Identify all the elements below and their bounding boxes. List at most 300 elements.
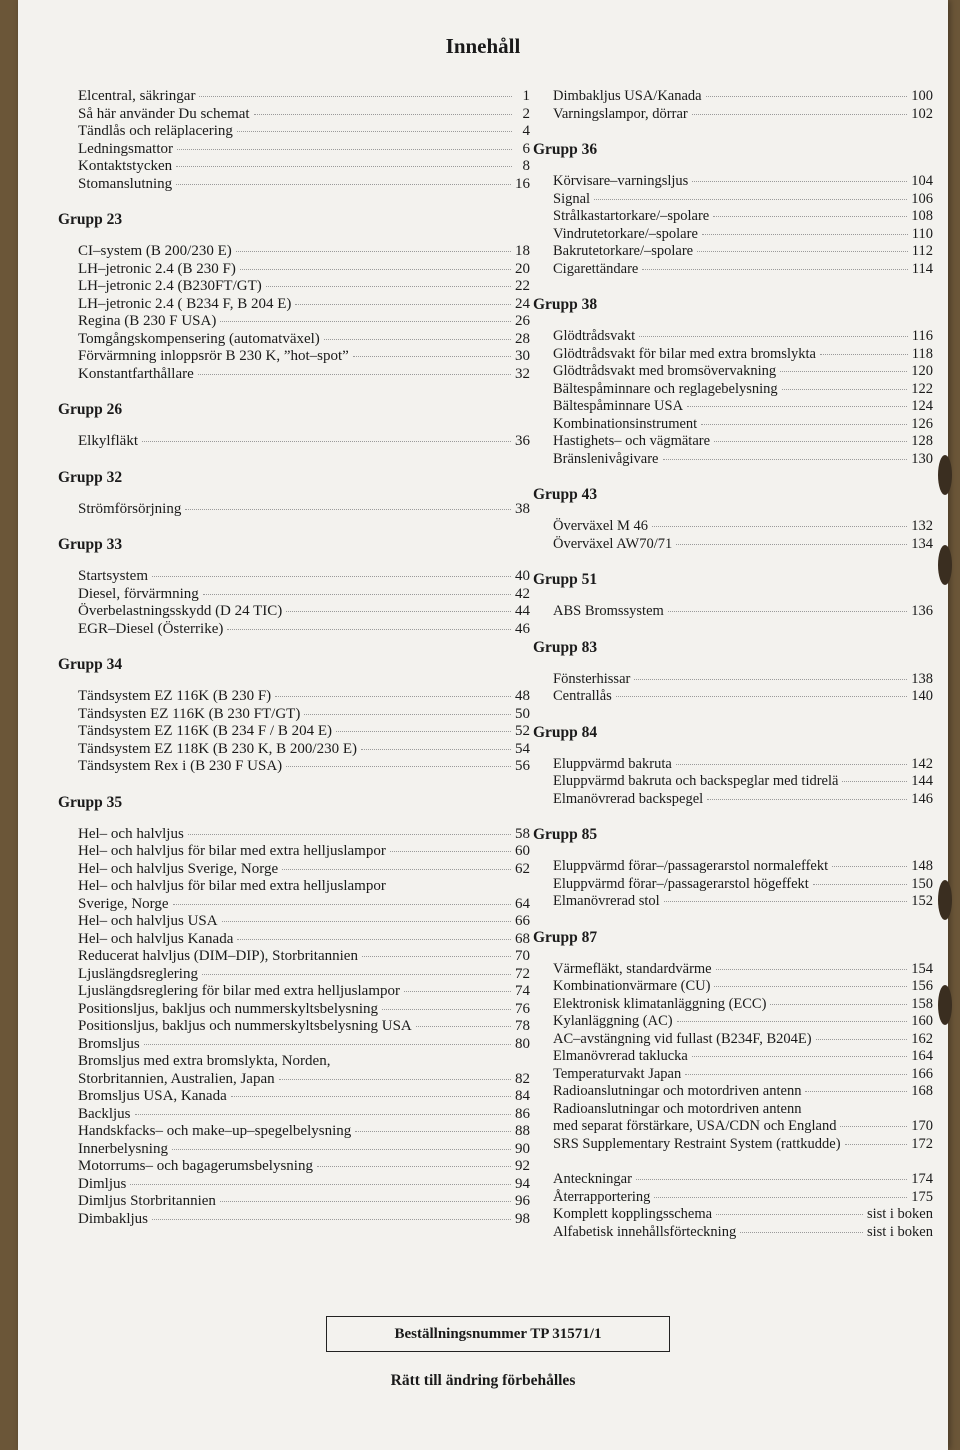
toc-page-number: 62 (515, 860, 530, 877)
toc-entry-label: AC–avstängning vid fullast (B234F, B204E) (553, 1030, 812, 1047)
toc-page-number: 30 (515, 348, 530, 364)
toc-entry-label: Överväxel AW70/71 (553, 535, 673, 552)
dot-leader (654, 1196, 907, 1198)
toc-page-number: 26 (515, 313, 530, 329)
toc-entry-label: Centrallås (553, 688, 612, 704)
toc-entry-label: Elcentral, säkringar (78, 88, 196, 104)
group-heading: Grupp 85 (533, 826, 598, 843)
toc-page-number: 118 (911, 345, 933, 362)
toc-entry (78, 878, 530, 896)
toc-entry-label: Överväxel M 46 (553, 518, 649, 534)
toc-entry (78, 948, 530, 966)
dot-leader (317, 1165, 511, 1167)
dot-leader (714, 985, 907, 987)
toc-page-number: 164 (911, 1048, 933, 1064)
toc-entry-label: Positionsljus, bakljus och nummerskyltsbelysning USA (78, 1018, 412, 1034)
toc-entry (78, 88, 530, 106)
toc-page-number: 42 (515, 585, 530, 602)
toc-section (533, 638, 933, 706)
toc-page-number: 162 (911, 1030, 933, 1047)
toc-page-number: 4 (522, 123, 530, 139)
toc-entry-label: Eluppvärmd bakruta och backspeglar med tidrelä (553, 773, 839, 789)
order-number: Beställningsnummer TP 31571/1 (394, 1325, 602, 1342)
toc-entry-label: Elkylfläkt (78, 433, 138, 449)
toc-entry (78, 278, 530, 296)
toc-entry (78, 586, 530, 604)
dot-leader (676, 543, 907, 545)
toc-entry (78, 123, 530, 141)
toc-entry (553, 433, 933, 451)
toc-entry (553, 1066, 933, 1084)
toc-section (553, 88, 933, 123)
footer-note: Rätt till ändring förbehålles (390, 1372, 576, 1389)
binder-hole (938, 545, 952, 585)
toc-page-number: 60 (515, 843, 530, 859)
toc-entry-label: Hel– och halvljus USA (78, 913, 218, 929)
toc-section (58, 401, 530, 451)
toc-entry-label: Tändsystem EZ 116K (B 230 F) (78, 688, 272, 704)
dot-leader (390, 850, 511, 852)
toc-entry (78, 896, 530, 914)
toc-entry (553, 363, 933, 381)
dot-leader (286, 610, 511, 612)
toc-page-number: 98 (515, 1210, 530, 1227)
toc-page-number: 78 (515, 1018, 530, 1034)
toc-entry (553, 1031, 933, 1049)
group-heading: Grupp 23 (58, 211, 123, 228)
toc-page-number: 158 (911, 995, 933, 1012)
toc-entry (553, 791, 933, 809)
toc-section (78, 88, 530, 193)
toc-entry (553, 208, 933, 226)
dot-leader (404, 990, 511, 992)
toc-entry (553, 173, 933, 191)
dot-leader (152, 575, 511, 577)
dot-leader (701, 423, 907, 425)
toc-entry-label: Bromsljus USA, Kanada (78, 1088, 227, 1104)
toc-entry (553, 398, 933, 416)
toc-page-number: 90 (515, 1140, 530, 1157)
toc-entry (78, 913, 530, 931)
dot-leader (416, 1025, 511, 1027)
toc-entry-label: Tändlås och reläplacering (78, 123, 233, 139)
toc-entry-label: Hel– och halvljus Kanada (78, 930, 234, 947)
toc-entry (78, 843, 530, 861)
toc-entry-label: Kylanläggning (AC) (553, 1013, 673, 1029)
toc-page-number: 174 (911, 1171, 933, 1187)
toc-page-number: 2 (522, 105, 530, 122)
toc-section (553, 1171, 933, 1241)
toc-page-number: 20 (515, 260, 530, 277)
toc-entry-label: Komplett kopplingsschema (553, 1206, 713, 1222)
dot-leader (227, 628, 511, 630)
toc-section (58, 656, 530, 776)
toc-entry (78, 1001, 530, 1019)
toc-entry-label: Dimbakljus (78, 1210, 148, 1227)
toc-page-number: 36 (515, 433, 530, 449)
toc-entry-label: Förvärmning inloppsrör B 230 K, ”hot–spot” (78, 348, 349, 364)
dot-leader (845, 1143, 908, 1145)
toc-entry (553, 1224, 933, 1242)
toc-entry (78, 1053, 530, 1071)
toc-entry-label: Bromsljus med extra bromslykta, Norden, (78, 1053, 331, 1069)
toc-page-number: 144 (911, 773, 933, 789)
toc-entry (78, 501, 530, 519)
toc-section (533, 141, 933, 278)
dot-leader (663, 458, 908, 460)
group-heading: Grupp 43 (533, 486, 598, 503)
toc-entry (553, 536, 933, 554)
toc-entry-label: Signal (553, 190, 591, 207)
toc-entry-label: Storbritannien, Australien, Japan (78, 1070, 275, 1087)
toc-entry (553, 518, 933, 536)
toc-entry-label: ABS Bromssystem (553, 603, 664, 619)
toc-entry (78, 261, 530, 279)
toc-entry (78, 141, 530, 159)
dot-leader (634, 678, 907, 680)
toc-page-number: 130 (911, 450, 933, 467)
toc-entry-label: Konstantfarthållare (78, 365, 194, 382)
toc-entry (78, 158, 530, 176)
dot-leader (176, 165, 512, 167)
dot-leader (840, 1125, 907, 1127)
toc-page-number: 76 (515, 1000, 530, 1017)
toc-page-number: 88 (515, 1123, 530, 1139)
toc-page-number: 50 (515, 705, 530, 722)
toc-entry-label: Hel– och halvljus Sverige, Norge (78, 860, 279, 877)
toc-page-number: 126 (911, 415, 933, 432)
dot-leader (770, 1003, 907, 1005)
toc-entry (78, 688, 530, 706)
toc-entry-label: Temperaturvakt Japan (553, 1065, 682, 1082)
toc-entry (78, 313, 530, 331)
group-heading: Grupp 38 (533, 296, 598, 313)
dot-leader (361, 748, 511, 750)
toc-entry (78, 433, 530, 451)
toc-entry (78, 1088, 530, 1106)
dot-leader (275, 695, 511, 697)
toc-entry-label: Ledningsmattor (78, 140, 173, 157)
toc-page-number: 136 (911, 603, 933, 619)
toc-page-number: 102 (911, 105, 933, 122)
toc-entry (78, 106, 530, 124)
toc-page-number: 32 (515, 365, 530, 382)
toc-section (533, 571, 933, 621)
toc-entry (553, 1171, 933, 1189)
toc-entry-label: Diesel, förvärmning (78, 585, 199, 602)
toc-page-number: 24 (515, 295, 530, 312)
toc-page-number: 38 (515, 500, 530, 517)
dot-leader (692, 113, 908, 115)
toc-entry (553, 996, 933, 1014)
order-number-box (326, 1316, 670, 1352)
dot-leader (336, 730, 511, 732)
toc-page-number: 140 (911, 688, 933, 704)
toc-entry-label: Glödtrådsvakt för bilar med extra bromslykta (553, 345, 816, 362)
toc-entry-label: Glödtrådsvakt (553, 328, 636, 344)
dot-leader (203, 593, 511, 595)
toc-entry-label: Bränslenivågivare (553, 450, 659, 467)
toc-entry-label: Tändsysten EZ 116K (B 230 FT/GT) (78, 705, 301, 722)
toc-page-number: 84 (515, 1088, 530, 1104)
dot-leader (362, 955, 511, 957)
toc-entry (78, 826, 530, 844)
toc-section (58, 793, 530, 1229)
toc-page-number: 70 (515, 948, 530, 964)
toc-page-number: 156 (911, 978, 933, 994)
toc-entry-label: Regina (B 230 F USA) (78, 313, 217, 329)
toc-entry (553, 1206, 933, 1224)
dot-leader (144, 1043, 511, 1045)
toc-entry-label: Dimljus Storbritannien (78, 1193, 216, 1209)
toc-page-number: 170 (911, 1118, 933, 1134)
group-heading: Grupp 35 (58, 793, 123, 811)
binder-hole (938, 455, 952, 495)
toc-page-number: 94 (515, 1175, 530, 1192)
toc-entry (78, 621, 530, 639)
toc-page-number: 80 (515, 1035, 530, 1052)
toc-entry-label: Hel– och halvljus för bilar med extra helljuslampor (78, 843, 386, 859)
toc-entry-label: Eluppvärmd förar–/passagerarstol normaleffekt (553, 858, 829, 874)
toc-page-number: 110 (911, 225, 933, 242)
toc-entry (553, 1101, 933, 1119)
dot-leader (676, 763, 907, 765)
toc-entry-label: LH–jetronic 2.4 (B230FT/GT) (78, 278, 262, 294)
toc-entry (553, 106, 933, 124)
toc-page-number: 166 (911, 1065, 933, 1082)
toc-entry-label: Eluppvärmd bakruta (553, 755, 672, 772)
toc-entry (553, 226, 933, 244)
toc-entry-label: Strålkastartorkare/–spolare (553, 208, 710, 224)
toc-entry-label: Innerbelysning (78, 1140, 168, 1157)
toc-entry-label: Backljus (78, 1105, 131, 1122)
toc-page-number: 160 (911, 1013, 933, 1029)
toc-page-number: 82 (515, 1070, 530, 1087)
toc-page-number: 148 (911, 858, 933, 874)
toc-page-number: 104 (911, 173, 933, 189)
toc-page-number: 16 (515, 175, 530, 192)
group-heading: Grupp 51 (533, 571, 598, 588)
dot-leader (782, 388, 908, 390)
group-heading: Grupp 32 (58, 468, 123, 486)
dot-leader (716, 968, 908, 970)
toc-entry-label: med separat förstärkare, USA/CDN och England (553, 1118, 837, 1134)
dot-leader (832, 865, 907, 867)
toc-page-number: 124 (911, 398, 933, 414)
toc-section (533, 296, 933, 468)
toc-entry (78, 706, 530, 724)
toc-page-number: 122 (911, 380, 933, 397)
toc-page-number: 168 (911, 1083, 933, 1099)
group-heading: Grupp 87 (533, 928, 598, 946)
toc-page-number: 114 (911, 260, 933, 277)
dot-leader (231, 1095, 511, 1097)
toc-entry (553, 381, 933, 399)
toc-entry-label: Anteckningar (553, 1171, 632, 1187)
document-page (18, 0, 948, 1450)
toc-entry-label: Vindrutetorkare/–spolare (553, 225, 698, 242)
toc-page-number: 8 (522, 158, 530, 174)
toc-entry (553, 603, 933, 621)
toc-entry (78, 723, 530, 741)
toc-entry (78, 1141, 530, 1159)
toc-entry-label: Dimljus (78, 1175, 127, 1192)
toc-entry-label: Hastighets– och vägmätare (553, 433, 711, 449)
toc-section (533, 928, 933, 1154)
dot-leader (706, 95, 908, 97)
toc-entry-label: Ljuslängdsreglering (78, 965, 198, 982)
dot-leader (222, 920, 511, 922)
toc-entry (553, 978, 933, 996)
toc-page-number: 112 (911, 243, 933, 259)
toc-page-number: 40 (515, 568, 530, 584)
group-heading: Grupp 26 (58, 401, 123, 418)
group-heading: Grupp 83 (533, 638, 598, 656)
toc-page-number: 132 (911, 518, 933, 534)
toc-entry (553, 416, 933, 434)
toc-page-number: sist i boken (866, 1223, 933, 1240)
toc-entry (78, 741, 530, 759)
toc-page-number: 146 (911, 790, 933, 807)
group-heading: Grupp 84 (533, 723, 598, 741)
toc-page-number: 120 (911, 363, 933, 379)
toc-entry (553, 876, 933, 894)
toc-page-number: 86 (515, 1105, 530, 1122)
toc-entry (553, 893, 933, 911)
toc-entry-label: Kombinationsinstrument (553, 415, 698, 432)
toc-entry-label: Fönsterhissar (553, 670, 631, 687)
dot-leader (355, 1130, 511, 1132)
toc-entry (78, 348, 530, 366)
dot-leader (707, 798, 907, 800)
dot-leader (639, 335, 908, 337)
toc-entry-label: Tändsystem EZ 116K (B 234 F / B 204 E) (78, 723, 333, 739)
toc-entry (78, 296, 530, 314)
toc-page-number: 152 (911, 893, 933, 909)
toc-entry (78, 966, 530, 984)
toc-entry-label: Radioanslutningar och motordriven antenn (553, 1083, 802, 1099)
dot-leader (176, 183, 511, 185)
dot-leader (594, 198, 907, 200)
toc-page-number: 68 (515, 930, 530, 947)
toc-entry-label: Bältespåminnare och reglagebelysning (553, 380, 778, 397)
dot-leader (652, 525, 907, 527)
toc-page-number: 150 (911, 875, 933, 892)
binder-hole (938, 880, 952, 920)
toc-entry (78, 176, 530, 194)
toc-entry-label: Positionsljus, bakljus och nummerskyltsbelysning (78, 1000, 379, 1017)
toc-page-number: 74 (515, 983, 530, 999)
binder-hole (938, 985, 952, 1025)
dot-leader (616, 695, 907, 697)
toc-entry (553, 1048, 933, 1066)
dot-leader (685, 1073, 907, 1075)
toc-page-number: 66 (515, 913, 530, 929)
dot-leader (642, 268, 907, 270)
toc-entry (78, 331, 530, 349)
toc-entry-label: Sverige, Norge (78, 895, 169, 912)
toc-entry-label: Cigarettändare (553, 260, 639, 277)
toc-entry (78, 568, 530, 586)
toc-page-number: 175 (911, 1188, 933, 1205)
page-title: Innehåll (445, 34, 521, 58)
dot-leader (199, 95, 512, 97)
toc-entry-label: LH–jetronic 2.4 ( B234 F, B 204 E) (78, 295, 292, 312)
toc-page-number: 52 (515, 723, 530, 739)
toc-entry-label: Ljuslängdsreglering för bilar med extra helljuslampor (78, 983, 400, 999)
toc-entry (78, 1071, 530, 1089)
toc-page-number: 100 (911, 88, 933, 104)
toc-page-number: 138 (911, 670, 933, 687)
toc-entry (553, 243, 933, 261)
toc-entry-label: Överbelastningsskydd (D 24 TIC) (78, 603, 283, 619)
toc-entry-label: Tändsystem Rex i (B 230 F USA) (78, 758, 283, 774)
toc-section (533, 826, 933, 911)
toc-entry (78, 1123, 530, 1141)
toc-page-number: 48 (515, 688, 530, 704)
toc-entry-label: Startsystem (78, 568, 148, 584)
toc-entry-label: Så här använder Du schemat (78, 105, 250, 122)
group-heading: Grupp 34 (58, 656, 123, 673)
dot-leader (702, 233, 908, 235)
dot-leader (282, 868, 511, 870)
toc-entry-label: Återrapportering (553, 1188, 651, 1205)
dot-leader (304, 713, 511, 715)
toc-page-number: 54 (515, 740, 530, 757)
dot-leader (279, 1078, 511, 1080)
dot-leader (820, 353, 908, 355)
dot-leader (220, 320, 511, 322)
dot-leader (382, 1008, 511, 1010)
toc-entry (553, 1118, 933, 1136)
toc-entry (78, 1176, 530, 1194)
toc-entry-label: LH–jetronic 2.4 (B 230 F) (78, 260, 236, 277)
toc-page-number: 64 (515, 895, 530, 912)
dot-leader (135, 1113, 512, 1115)
toc-entry-label: Kontaktstycken (78, 158, 173, 174)
toc-entry-label: Radioanslutningar och motordriven antenn (553, 1100, 802, 1117)
toc-entry (553, 346, 933, 364)
toc-entry-label: Elmanövrerad taklucka (553, 1048, 688, 1064)
dot-leader (185, 508, 511, 510)
dot-leader (173, 903, 511, 905)
toc-entry-label: Kombinationvärmare (CU) (553, 978, 711, 994)
toc-entry-label: Glödtrådsvakt med bromsövervakning (553, 363, 777, 379)
dot-leader (142, 440, 511, 442)
dot-leader (677, 1020, 908, 1022)
toc-left-column (58, 88, 530, 1246)
toc-entry (553, 1189, 933, 1207)
dot-leader (237, 130, 512, 132)
toc-entry-label: Bältespåminnare USA (553, 398, 684, 414)
toc-entry-label: Stomanslutning (78, 175, 173, 192)
toc-section (533, 486, 933, 553)
toc-entry (78, 603, 530, 621)
toc-page-number: 116 (911, 328, 933, 344)
toc-page-number: 72 (515, 965, 530, 982)
dot-leader (353, 355, 511, 357)
toc-entry (553, 261, 933, 279)
dot-leader (740, 1231, 863, 1233)
toc-entry (78, 1193, 530, 1211)
dot-leader (713, 215, 907, 217)
toc-entry (553, 773, 933, 791)
toc-entry (78, 931, 530, 949)
dot-leader (172, 1148, 511, 1150)
toc-entry (553, 1013, 933, 1031)
toc-entry-label: Värmefläkt, standardvärme (553, 960, 712, 977)
toc-entry (553, 671, 933, 689)
